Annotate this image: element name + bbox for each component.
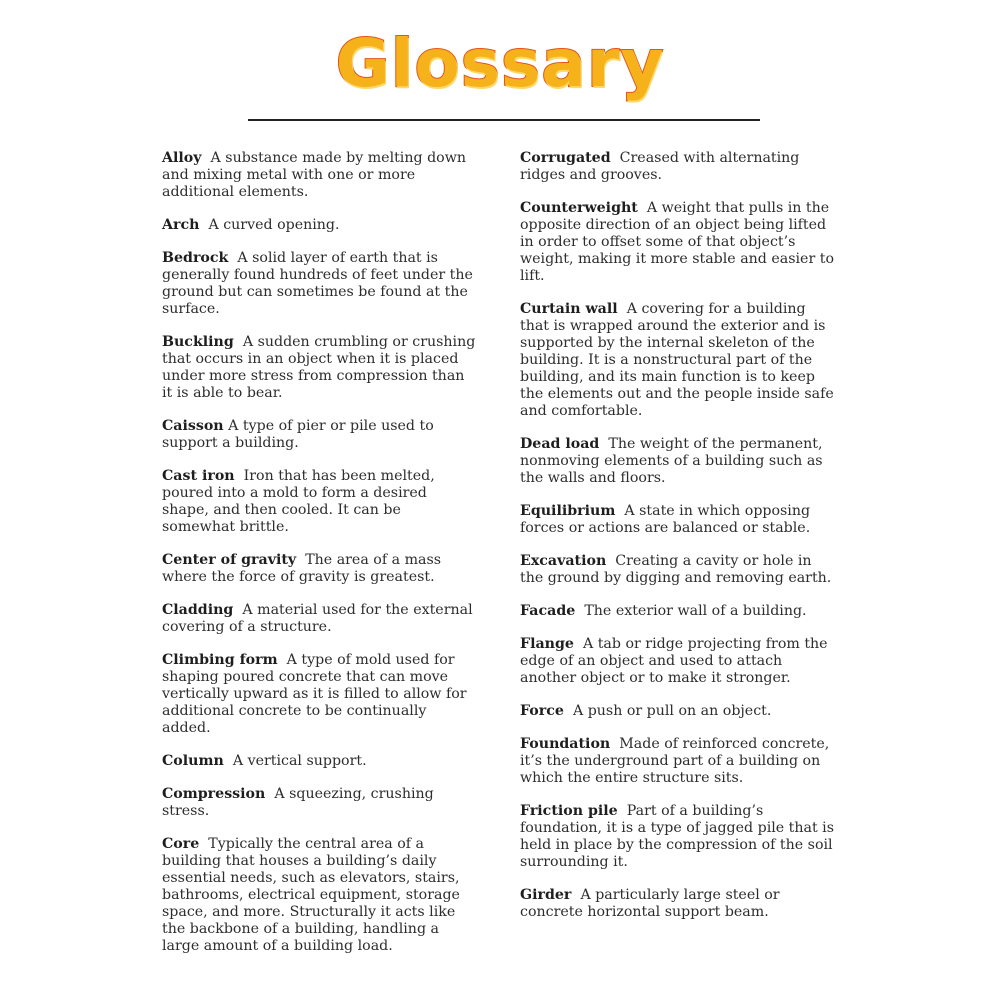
glossary-definition: Typically the central area of a building that houses a building’s daily essential needs, such as elevators, stairs, bathrooms, electrical equipment, storage space, and more. Structurally it acts like the backbone of a building, handling a large amount of a building load. (162, 836, 460, 954)
glossary-entry (520, 553, 838, 587)
glossary-entry (520, 887, 838, 921)
glossary-definition: A particularly large steel or concrete horizontal support beam. (520, 887, 780, 920)
glossary-term: Bedrock (162, 250, 229, 266)
glossary-term: Dead load (520, 436, 600, 452)
glossary-term: Center of gravity (162, 552, 297, 568)
glossary-definition: A substance made by melting down and mixing metal with one or more additional elements. (162, 150, 466, 200)
glossary-entry (520, 301, 838, 420)
glossary-term: Girder (520, 887, 572, 903)
glossary-term: Climbing form (162, 652, 278, 668)
glossary-entry (520, 150, 838, 184)
glossary-entry (162, 552, 478, 586)
glossary-term: Corrugated (520, 150, 611, 166)
glossary-definition: A curved opening. (208, 217, 340, 233)
glossary-entry (520, 803, 838, 871)
glossary-term: Equilibrium (520, 503, 616, 519)
glossary-term: Column (162, 753, 224, 769)
glossary-definition: A tab or ridge projecting from the edge of an object and used to attach another object or to make it stronger. (520, 636, 828, 686)
glossary-entry (520, 703, 838, 720)
glossary-term: Alloy (162, 150, 202, 166)
glossary-entry (162, 468, 478, 536)
glossary-term: Facade (520, 603, 576, 619)
glossary-term: Buckling (162, 334, 234, 350)
glossary-definition: A type of mold used for shaping poured concrete that can move vertically upward as it is filled to allow for additional concrete to be continually added. (162, 652, 467, 736)
glossary-definition: A type of pier or pile used to support a building. (162, 418, 434, 451)
glossary-entry (162, 250, 478, 318)
glossary-definition: Iron that has been melted, poured into a mold to form a desired shape, and then cooled. It can be somewhat brittle. (162, 468, 435, 535)
glossary-entry (520, 436, 838, 487)
glossary-definition: A covering for a building that is wrapped around the exterior and is supported by the internal skeleton of the building. It is a nonstructural part of the building, and its main function is to keep the elements out and the people inside safe and comfortable. (520, 301, 834, 419)
glossary-definition: A solid layer of earth that is generally found hundreds of feet under the ground but can sometimes be found at the surface. (162, 250, 473, 317)
glossary-term: Caisson (162, 418, 224, 434)
glossary-term: Friction pile (520, 803, 618, 819)
glossary-definition: A squeezing, crushing stress. (162, 786, 434, 819)
glossary-entry (520, 636, 838, 687)
glossary-term: Flange (520, 636, 574, 652)
glossary-entry (162, 652, 478, 737)
glossary-entry (162, 334, 478, 402)
glossary-term: Cladding (162, 602, 234, 618)
glossary-definition: Part of a building’s foundation, it is a type of jagged pile that is held in place by the compression of the soil surrounding it. (520, 803, 834, 870)
page-title: Glossary (335, 25, 665, 102)
glossary-term: Arch (162, 217, 200, 233)
glossary-definition: A state in which opposing forces or actions are balanced or stable. (520, 503, 811, 536)
glossary-term: Foundation (520, 736, 611, 752)
glossary-definition: The weight of the permanent, nonmoving elements of a building such as the walls and floors. (520, 436, 823, 486)
glossary-entry (520, 200, 838, 285)
title-divider (248, 119, 760, 121)
glossary-entry (162, 150, 478, 201)
glossary-term: Core (162, 836, 200, 852)
glossary-term: Curtain wall (520, 301, 618, 317)
glossary-entry (520, 736, 838, 787)
glossary-definition: Creating a cavity or hole in the ground by digging and removing earth. (520, 553, 832, 586)
glossary-term: Excavation (520, 553, 607, 569)
glossary-entry (162, 786, 478, 820)
glossary-entry (520, 603, 838, 620)
glossary-definition: A vertical support. (232, 753, 367, 769)
glossary-entry (162, 418, 478, 452)
glossary-definition: The exterior wall of a building. (584, 603, 807, 619)
glossary-column-left (162, 150, 478, 971)
glossary-entry (162, 217, 478, 234)
glossary-definition: The area of a mass where the force of gravity is greatest. (162, 552, 442, 585)
glossary-column-right (520, 150, 838, 937)
glossary-entry (162, 836, 478, 955)
glossary-entry (520, 503, 838, 537)
glossary-entry (162, 753, 478, 770)
glossary-term: Force (520, 703, 564, 719)
glossary-definition: A weight that pulls in the opposite direction of an object being lifted in order to offset some of that object’s weight, making it more stable and easier to lift. (520, 200, 834, 284)
glossary-entry (162, 602, 478, 636)
glossary-term: Cast iron (162, 468, 235, 484)
glossary-definition: Creased with alternating ridges and grooves. (520, 150, 800, 183)
glossary-term: Counterweight (520, 200, 638, 216)
glossary-definition: A material used for the external covering of a structure. (162, 602, 473, 635)
glossary-definition: Made of reinforced concrete, it’s the underground part of a building on which the entire structure sits. (520, 736, 830, 786)
glossary-definition: A sudden crumbling or crushing that occurs in an object when it is placed under more stress from compression than it is able to bear. (162, 334, 476, 401)
glossary-term: Compression (162, 786, 266, 802)
glossary-definition: A push or pull on an object. (572, 703, 772, 719)
